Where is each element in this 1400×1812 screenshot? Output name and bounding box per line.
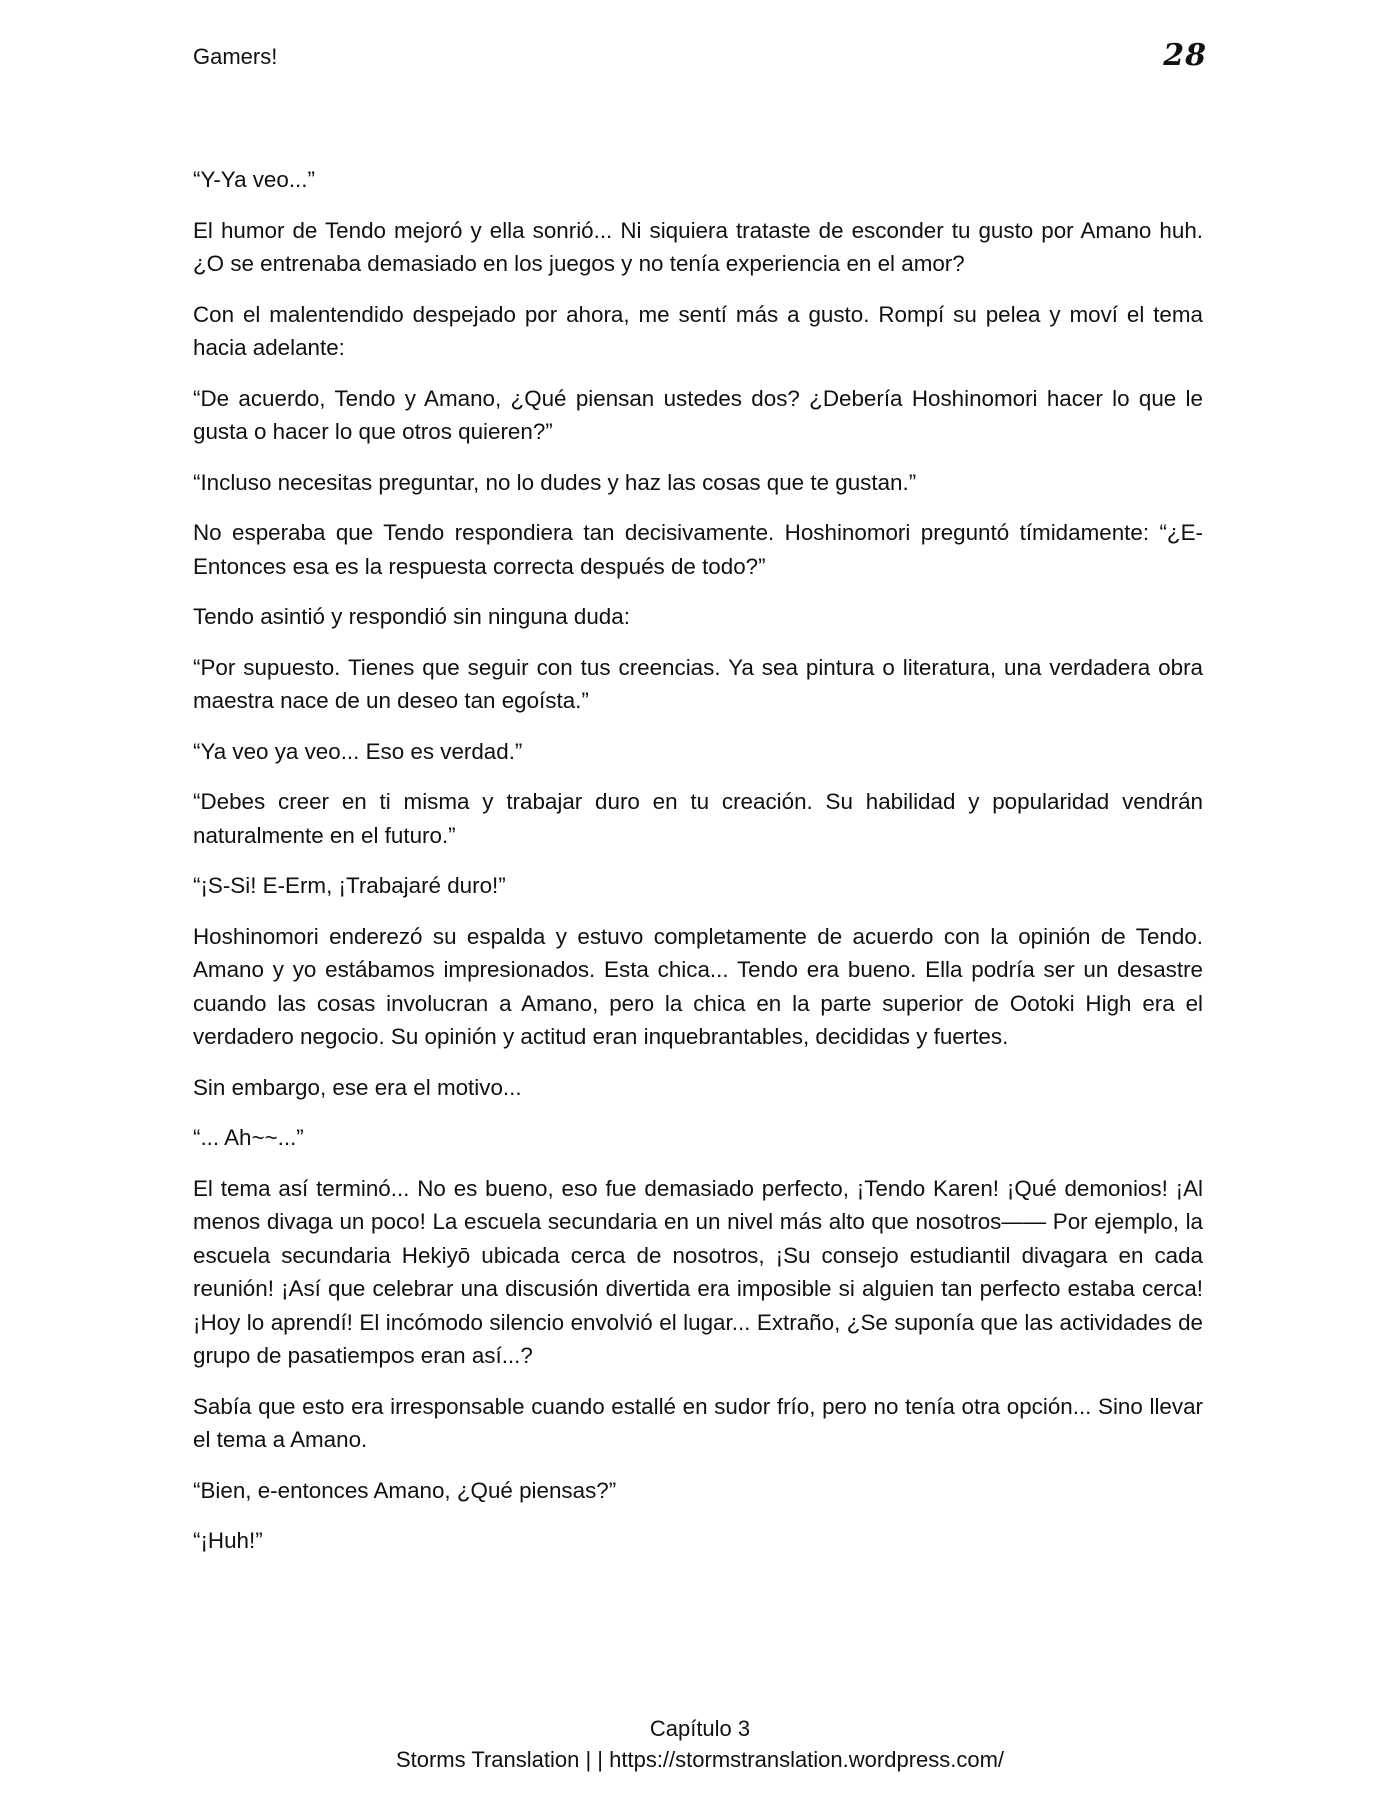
- page-footer: [0, 1713, 1400, 1775]
- paragraph: “Incluso necesitas preguntar, no lo dudes y haz las cosas que te gustan.”: [193, 469, 917, 495]
- chapter-label: Capítulo 3: [649, 1716, 751, 1741]
- paragraph: El tema así terminó... No es bueno, eso fue demasiado perfecto, ¡Tendo Karen! ¡Qué demonios! ¡Al menos divaga un poco! La escuela secundaria en un nivel más alto que nosotros—— Por ejemplo, la escuela secundaria Hekiyō ubicada cerca de nosotros, ¡Su consejo estudiantil divagara en cada reunión! ¡Así que celebrar una discusión divertida era imposible si alguien tan perfecto estaba cerca! ¡Hoy lo aprendí! El incómodo silencio envolvió el lugar... Extraño, ¿Se suponía que las actividades de grupo de pasatiempos eran así...?: [193, 1175, 1203, 1368]
- translation-credit: Storms Translation | | https://stormstranslation.wordpress.com/: [395, 1747, 1005, 1772]
- paragraph: “Por supuesto. Tienes que seguir con tus creencias. Ya sea pintura o literatura, una verdadera obra maestra nace de un deseo tan egoísta.”: [193, 654, 1203, 713]
- paragraph: “¡Huh!”: [193, 1528, 263, 1553]
- paragraph: Sabía que esto era irresponsable cuando estallé en sudor frío, pero no tenía otra opción... Sino llevar el tema a Amano.: [193, 1393, 1203, 1452]
- paragraph: Tendo asintió y respondió sin ninguna duda:: [193, 604, 630, 629]
- paragraph: Con el malentendido despejado por ahora, me sentí más a gusto. Rompí su pelea y moví el tema hacia adelante:: [193, 301, 1203, 360]
- paragraph: “Y-Ya veo...”: [193, 167, 315, 192]
- paragraph: “De acuerdo, Tendo y Amano, ¿Qué piensan ustedes dos? ¿Debería Hoshinomori hacer lo que le gusta o hacer lo que otros quieren?”: [193, 385, 1203, 444]
- book-title: Gamers!: [193, 44, 278, 69]
- page-body: [193, 163, 1203, 1575]
- paragraph: “¡S-Si! E-Erm, ¡Trabajaré duro!”: [193, 873, 506, 898]
- paragraph: No esperaba que Tendo respondiera tan decisivamente. Hoshinomori preguntó tímidamente: “¿E-Entonces esa es la respuesta correcta después de todo?”: [193, 520, 1203, 579]
- paragraph: “Ya veo ya veo... Eso es verdad.”: [193, 738, 523, 764]
- paragraph: El humor de Tendo mejoró y ella sonrió... Ni siquiera trataste de esconder tu gusto por Amano huh. ¿O se entrenaba demasiado en los juegos y no tenía experiencia en el amor?: [193, 217, 1203, 276]
- page-number: 28: [1163, 38, 1207, 73]
- paragraph: Sin embargo, ese era el motivo...: [193, 1074, 522, 1100]
- paragraph: “Debes creer en ti misma y trabajar duro en tu creación. Su habilidad y popularidad vendrán naturalmente en el futuro.”: [193, 789, 1203, 848]
- page-header: [193, 38, 1207, 82]
- paragraph: “Bien, e-entonces Amano, ¿Qué piensas?”: [193, 1477, 617, 1503]
- paragraph: “... Ah~~...”: [193, 1125, 304, 1150]
- paragraph: Hoshinomori enderezó su espalda y estuvo completamente de acuerdo con la opinión de Tendo. Amano y yo estábamos impresionados. Esta chica... Tendo era bueno. Ella podría ser un desastre cuando las cosas involucran a Amano, pero la chica en la parte superior de Ootoki High era el verdadero negocio. Su opinión y actitud eran inquebrantables, decididas y fuertes.: [193, 923, 1203, 1049]
